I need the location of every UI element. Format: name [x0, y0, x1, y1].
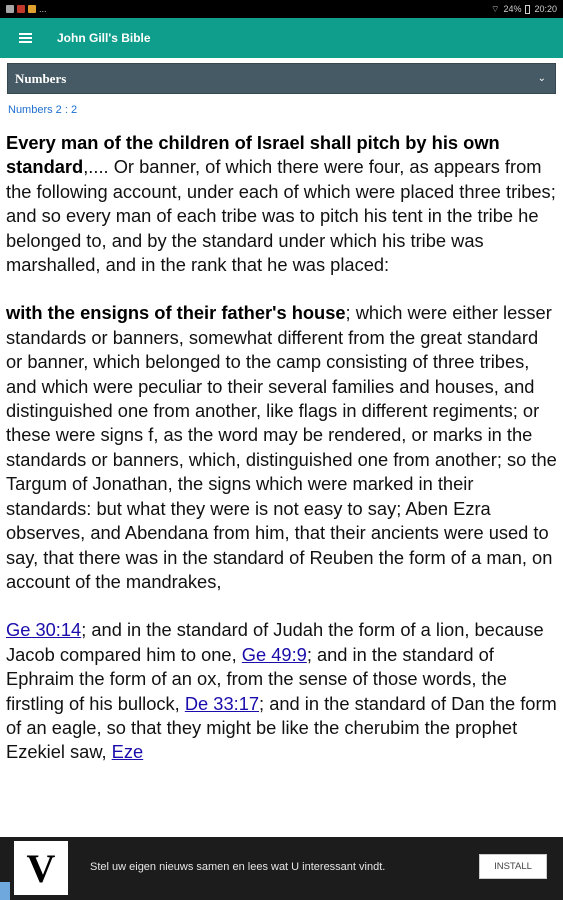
status-right [491, 4, 557, 15]
scripture-link[interactable]: De 33:17 [184, 692, 260, 714]
install-button[interactable]: INSTALL [479, 854, 547, 879]
paragraph-text: ; and in the standard of Dan the form of an eagle, so that they might be like the cherubim the prophet Ezekiel saw, [6, 692, 557, 763]
commentary-text [6, 131, 558, 837]
app-title: John Gill's Bible [57, 31, 151, 45]
book-dropdown[interactable] [7, 63, 556, 94]
commentary-paragraph [6, 131, 558, 277]
hamburger-menu-icon[interactable] [19, 33, 32, 43]
commentary-paragraph [6, 301, 558, 594]
notification-icons [6, 4, 47, 14]
app-bar [0, 18, 563, 58]
book-dropdown-value: Numbers [15, 70, 67, 86]
verse-phrase: Every man of the children of Israel shall pitch by his own standard [6, 132, 500, 178]
ad-text: Stel uw eigen nieuws samen en lees wat U interessant vindt. [90, 861, 386, 873]
more-notifications: ... [39, 4, 47, 14]
paragraph-text: ,.... Or banner, of which there were four, as appears from the following account, under each of which were placed three tribes; and so every man of each tribe was to pitch his tent in the tribe he belonged to, and by the standard under which his tribe was marshalled, and in the rank that he was placed: [6, 156, 556, 276]
image-notification-icon [6, 5, 14, 13]
scripture-link[interactable]: Ge 30:14 [6, 619, 82, 641]
ad-logo: V [14, 841, 68, 895]
verse-reference: Numbers 2 : 2 [8, 104, 78, 116]
status-bar [0, 0, 563, 18]
commentary-paragraph [6, 618, 558, 764]
paragraph-text: ; and in the standard of Ephraim the form of an ox, from the sense of those words, the firstling of his bullock, [6, 643, 507, 714]
wifi-icon: ⌔ [490, 3, 500, 14]
ad-banner[interactable] [0, 837, 563, 900]
scripture-link[interactable]: Ge 49:9 [241, 643, 307, 665]
battery-icon [525, 5, 530, 14]
paragraph-text: ; and in the standard of Judah the form of a lion, because Jacob compared him to one, [6, 619, 544, 665]
ad-choices-icon[interactable] [0, 882, 10, 900]
paragraph-text: ; which were either lesser standards or banners, somewhat different from the great standard or banner, which belonged to the camp consisting of three tribes, and which were peculiar to their several families and houses, and distinguished one from another, like flags in different regiments; or these were signs f, as the word may be rendered, or marks in the standards or banners, which, distinguished one from another; so the Targum of Jonathan, the signs which were marked in their standards: but what they were is not easy to say; Aben Ezra observes, and Abendana from him, that their ancients were used to say, that there was in the standard of Reuben the form of a man, on account of the mandrakes, [6, 302, 557, 592]
scripture-link[interactable]: Eze [111, 741, 144, 763]
battery-percent: 24% [503, 4, 522, 14]
mail-notification-icon [17, 5, 25, 13]
app-notification-icon [28, 5, 36, 13]
clock: 20:20 [534, 4, 557, 14]
verse-phrase: with the ensigns of their father's house [6, 302, 346, 324]
chevron-down-icon: ⌄ [537, 73, 546, 84]
